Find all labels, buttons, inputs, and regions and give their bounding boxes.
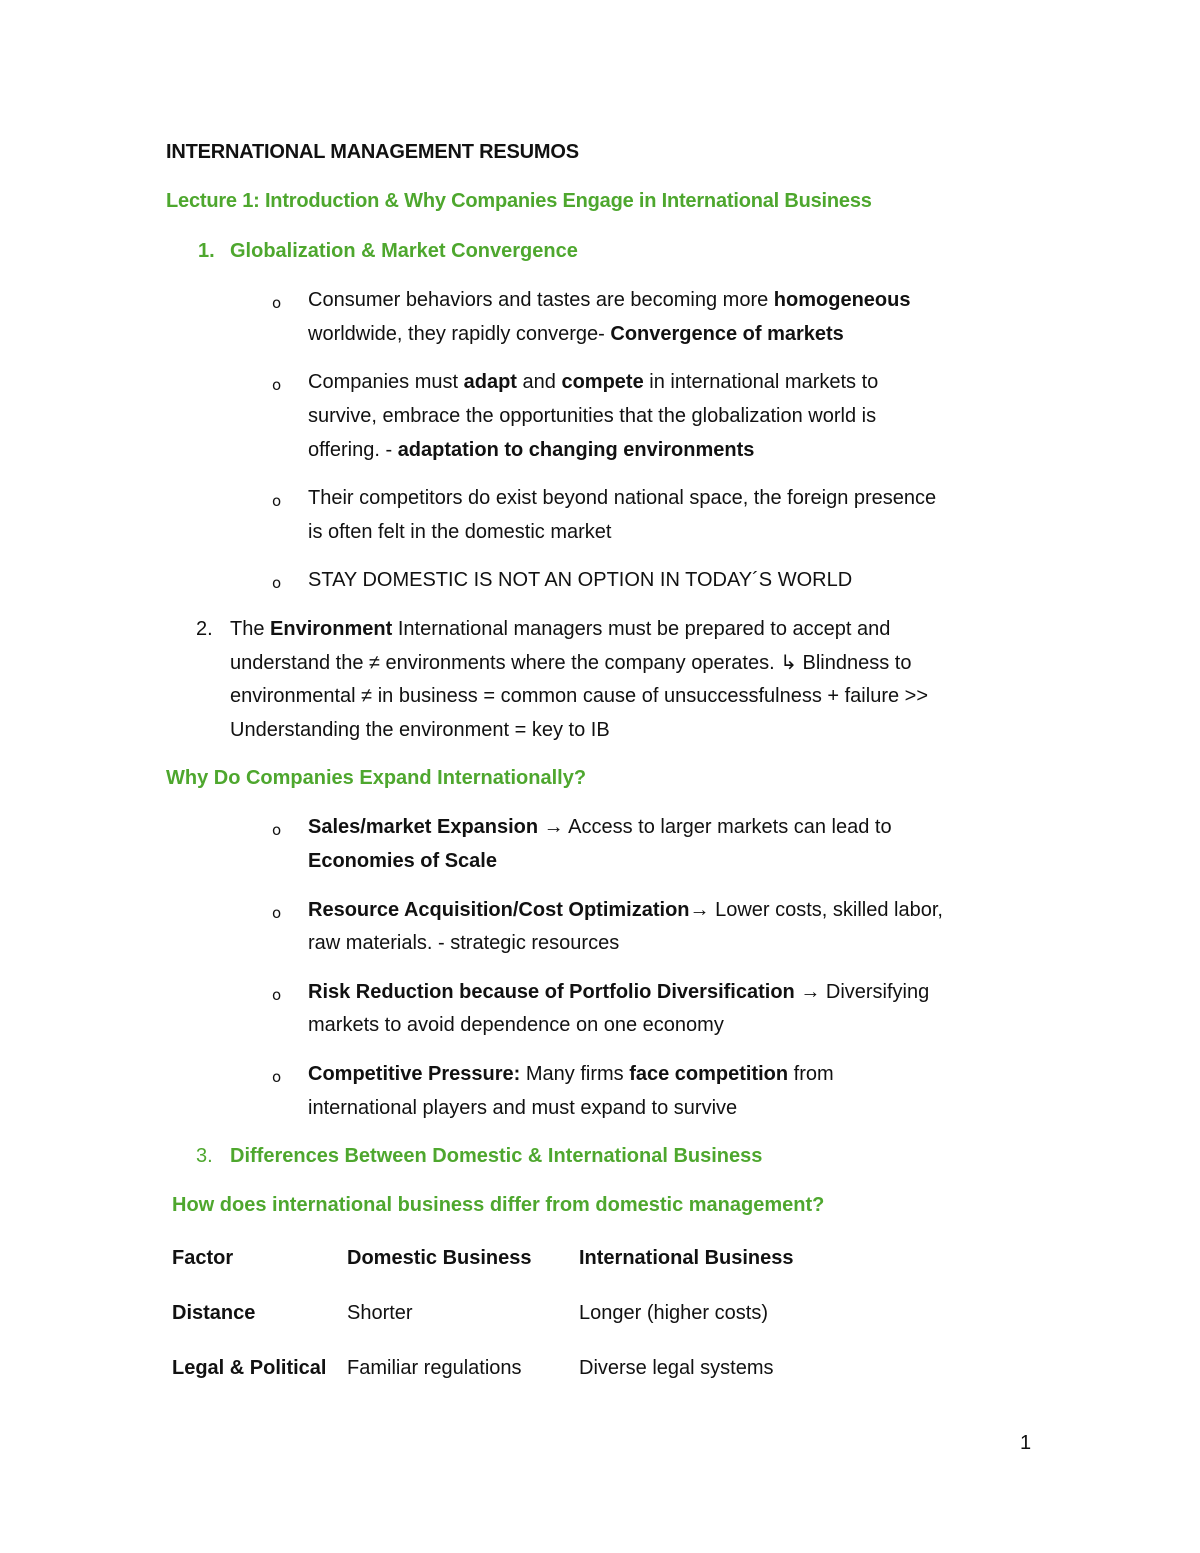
text-run: in international markets to <box>643 371 879 393</box>
section-2-number: 2. <box>196 618 213 640</box>
text-run: Companies must <box>308 371 464 393</box>
bullet-marker: o <box>272 294 282 312</box>
table-header-cell: International Business <box>579 1247 794 1269</box>
text-run: from <box>788 1063 834 1085</box>
paragraph-line: international players and must expand to survive <box>308 1097 738 1119</box>
bullet-marker: o <box>272 821 282 839</box>
text-run: worldwide, they rapidly converge- <box>308 323 611 345</box>
paragraph-line <box>308 810 892 844</box>
bullet-marker: o <box>272 574 282 592</box>
bullet-marker: o <box>272 986 282 1004</box>
table-cell: Legal & Political <box>172 1357 327 1379</box>
paragraph-line: raw materials. - strategic resources <box>308 932 620 954</box>
bold-text-run: Competitive Pressure: <box>308 1063 521 1085</box>
paragraph-line: markets to avoid dependence on one economy <box>308 1014 724 1036</box>
table-cell: Distance <box>172 1302 256 1324</box>
bold-text-run: Convergence of markets <box>610 323 844 345</box>
section-1-number: 1. <box>198 240 215 262</box>
table-cell: Longer (higher costs) <box>579 1302 768 1324</box>
section-1-heading: Globalization & Market Convergence <box>230 240 578 262</box>
text-run: Consumer behaviors and tastes are becoming more <box>308 289 774 311</box>
text-run: The <box>230 618 271 640</box>
text-run: → Lower costs, skilled labor, <box>689 899 943 921</box>
page-number: 1 <box>1020 1432 1032 1454</box>
text-run: → Access to larger markets can lead to <box>538 816 892 838</box>
section-3-question: How does international business differ from domestic management? <box>172 1194 825 1216</box>
bold-text-run: adaptation to changing environments <box>397 439 755 461</box>
paragraph-line <box>308 365 878 399</box>
text-run: and <box>516 371 562 393</box>
lecture-heading: Lecture 1: Introduction & Why Companies Engage in International Business <box>166 190 872 212</box>
table-cell: Diverse legal systems <box>579 1357 774 1379</box>
paragraph-line: Understanding the environment = key to IB <box>230 719 610 741</box>
paragraph-line <box>230 612 890 646</box>
paragraph-line: survive, embrace the opportunities that the globalization world is <box>308 405 877 427</box>
paragraph-line <box>308 433 754 467</box>
bullet-marker: o <box>272 904 282 922</box>
table-cell: Familiar regulations <box>347 1357 522 1379</box>
paragraph-line: STAY DOMESTIC IS NOT AN OPTION IN TODAY´S WORLD <box>308 569 853 591</box>
bold-text-run: Risk Reduction because of Portfolio Diversification <box>308 981 795 1003</box>
paragraph-line: Their competitors do exist beyond national space, the foreign presence <box>308 487 937 509</box>
bold-text-run: Environment <box>270 618 393 640</box>
bold-text-run: compete <box>561 371 644 393</box>
paragraph-line: understand the ≠ environments where the company operates. ↳ Blindness to <box>230 652 912 674</box>
paragraph-line <box>308 893 943 927</box>
bold-text-run: face competition <box>629 1063 789 1085</box>
paragraph-line <box>308 844 497 878</box>
paragraph-line <box>308 317 844 351</box>
table-cell: Shorter <box>347 1302 413 1324</box>
section-3-number: 3. <box>196 1145 213 1167</box>
text-run: offering. - <box>308 439 398 461</box>
paragraph-line <box>308 1057 834 1091</box>
bold-text-run: Economies of Scale <box>308 850 497 872</box>
bold-text-run: Sales/market Expansion <box>308 816 539 838</box>
bullet-marker: o <box>272 1068 282 1086</box>
bold-text-run: adapt <box>463 371 517 393</box>
section-3-heading: Differences Between Domestic & International Business <box>230 1145 763 1167</box>
table-header-cell: Factor <box>172 1247 234 1269</box>
document-title: INTERNATIONAL MANAGEMENT RESUMOS <box>166 141 579 163</box>
bold-text-run: homogeneous <box>773 289 911 311</box>
bold-text-run: Resource Acquisition/Cost Optimization <box>308 899 690 921</box>
bullet-marker: o <box>272 492 282 510</box>
paragraph-line <box>308 975 929 1009</box>
paragraph-line: is often felt in the domestic market <box>308 521 612 543</box>
why-heading: Why Do Companies Expand Internationally? <box>166 767 587 789</box>
table-header-cell: Domestic Business <box>347 1247 532 1269</box>
text-run: Many firms <box>520 1063 630 1085</box>
text-run: International managers must be prepared to accept and <box>392 618 891 640</box>
bullet-marker: o <box>272 376 282 394</box>
paragraph-line <box>308 283 910 317</box>
paragraph-line: environmental ≠ in business = common cause of unsuccessfulness + failure >> <box>230 685 929 707</box>
text-run: → Diversifying <box>794 981 930 1003</box>
